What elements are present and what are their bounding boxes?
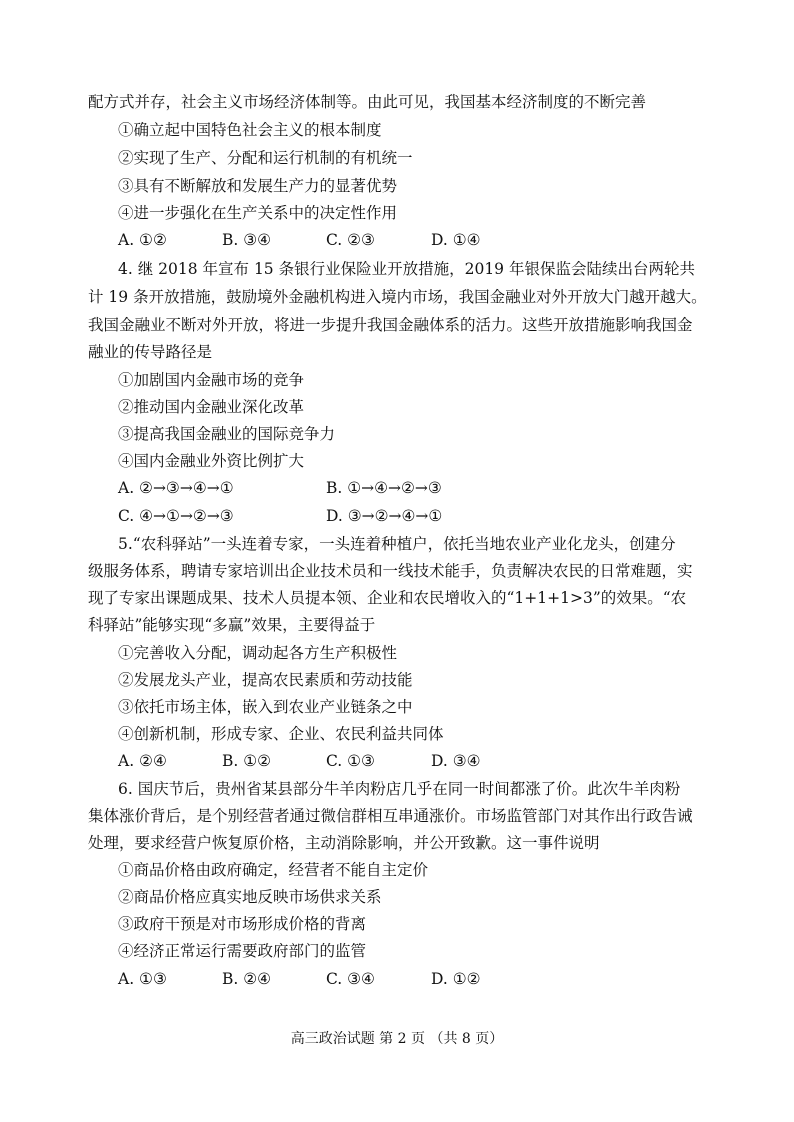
q4-option-d: D. ③→②→④→① (326, 507, 443, 525)
q6-item-1: ①商品价格由政府确定，经营者不能自主定价 (118, 861, 429, 879)
q3-option-a: A. ①② (118, 231, 167, 249)
q5-stem-line-4: 科驿站”能够实现“多赢”效果，主要得益于 (88, 616, 376, 634)
q4-option-c: C. ④→①→②→③ (118, 507, 234, 525)
q6-item-2: ②商品价格应真实地反映市场供求关系 (118, 888, 382, 906)
q5-item-1: ①完善收入分配，调动起各方生产积极性 (118, 644, 398, 662)
q4-item-1: ①加剧国内金融市场的竞争 (118, 371, 305, 389)
q3-option-d: D. ①④ (431, 231, 481, 249)
q5-item-2: ②发展龙头产业，提高农民素质和劳动技能 (118, 671, 413, 689)
q3-item-3: ③具有不断解放和发展生产力的显著优势 (118, 177, 398, 195)
q6-stem-line-2: 集体涨价背后，是个别经营者通过微信群相互串通涨价。市场监管部门对其作出行政告诫 (88, 807, 693, 825)
q5-stem-line-2: 级服务体系，聘请专家培训出企业技术员和一线技术能手，负责解决农民的日常难题，实 (88, 562, 693, 580)
q5-option-b: B. ①② (222, 752, 272, 770)
q6-item-4: ④经济正常运行需要政府部门的监管 (118, 942, 367, 960)
q3-option-b: B. ③④ (222, 231, 272, 249)
q5-option-c: C. ①③ (326, 752, 375, 770)
page-footer: 高三政治试题 第 2 页 （共 8 页） (290, 1031, 504, 1047)
q4-item-3: ③提高我国金融业的国际竞争力 (118, 425, 336, 443)
q5-item-3: ③依托市场主体，嵌入到农业产业链条之中 (118, 698, 413, 716)
q4-stem-line-4: 融业的传导路径是 (88, 343, 213, 361)
q5-item-4: ④创新机制，形成专家、企业、农民利益共同体 (118, 725, 444, 743)
q5-option-d: D. ③④ (431, 752, 481, 770)
q3-stem-tail: 配方式并存，社会主义市场经济体制等。由此可见，我国基本经济制度的不断完善 (88, 93, 647, 111)
q6-option-c: C. ③④ (326, 970, 375, 988)
q6-option-b: B. ②④ (222, 970, 272, 988)
q6-option-d: D. ①② (431, 970, 481, 988)
q4-option-b: B. ①→④→②→③ (326, 479, 442, 497)
q4-stem-line-2: 计 19 条开放措施，鼓励境外金融机构进入境内市场，我国金融业对外开放大门越开越大。 (88, 288, 707, 306)
q6-option-a: A. ①③ (118, 970, 167, 988)
q6-stem-line-3: 处理，要求经营户恢复原价格，主动消除影响，并公开致歉。这一事件说明 (88, 834, 600, 852)
q5-option-a: A. ②④ (118, 752, 167, 770)
q3-item-2: ②实现了生产、分配和运行机制的有机统一 (118, 149, 413, 167)
q4-stem-line-1: 4. 继 2018 年宣布 15 条银行业保险业开放措施，2019 年银保监会陆续出台两轮共 (118, 260, 695, 278)
q6-stem-line-1: 6. 国庆节后，贵州省某县部分牛羊肉粉店几乎在同一时间都涨了价。此次牛羊肉粉 (118, 780, 681, 798)
q6-item-3: ③政府干预是对市场形成价格的背离 (118, 915, 367, 933)
q4-stem-line-3: 我国金融业不断对外开放，将进一步提升我国金融体系的活力。这些开放措施影响我国金 (88, 316, 693, 334)
q4-item-2: ②推动国内金融业深化改革 (118, 398, 305, 416)
q5-stem-line-3: 现了专家出课题成果、技术人员提本领、企业和农民增收入的“1+1+1>3”的效果。“农 (88, 589, 687, 607)
q4-item-4: ④国内金融业外资比例扩大 (118, 452, 305, 470)
q3-item-4: ④进一步强化在生产关系中的决定性作用 (118, 204, 398, 222)
q5-stem-line-1: 5.“农科驿站”一头连着专家，一头连着种植户，依托当地农业产业化龙头，创建分 (118, 535, 676, 553)
q3-option-c: C. ②③ (326, 231, 375, 249)
q3-item-1: ①确立起中国特色社会主义的根本制度 (118, 121, 382, 139)
q4-option-a: A. ②→③→④→① (118, 479, 234, 497)
